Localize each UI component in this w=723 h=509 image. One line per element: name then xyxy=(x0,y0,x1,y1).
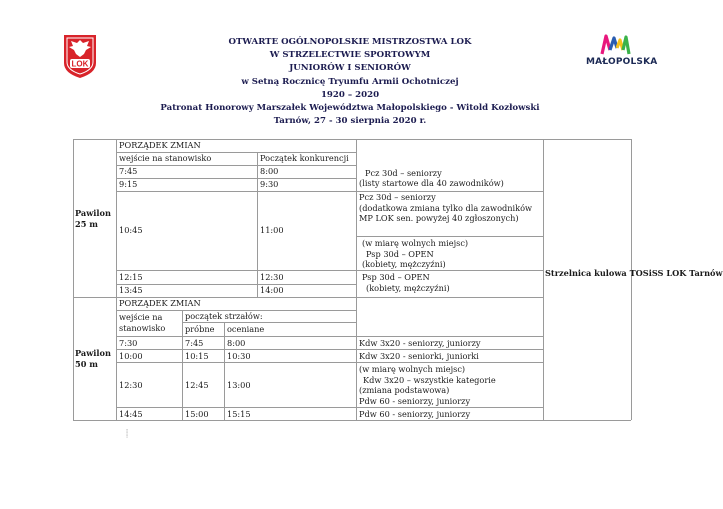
time-entry: 12:30 xyxy=(119,380,143,390)
scan-mark: ⸽ xyxy=(126,429,129,438)
table-border xyxy=(73,139,74,420)
table-divider xyxy=(116,407,543,408)
event-description: (w miarę wolnych miejsc) Kdw 3x20 – wszystkie kategorie (zmiana podstawowa) Pdw 60 - seniorzy, juniorzy xyxy=(359,364,496,406)
section-header-50: PORZĄDEK ZMIAN xyxy=(119,298,201,308)
time-trial: 7:45 xyxy=(185,338,204,348)
time-trial: 15:00 xyxy=(185,409,209,419)
col-header-start-25: Początek konkurencji xyxy=(260,153,349,163)
lok-text: LOK xyxy=(71,59,89,69)
time-entry: 7:45 xyxy=(119,166,138,176)
time-scored: 15:15 xyxy=(227,409,251,419)
table-divider xyxy=(116,165,356,166)
time-entry: 10:00 xyxy=(119,351,143,361)
malopolska-label: MAŁOPOLSKA xyxy=(586,57,658,67)
table-divider xyxy=(356,236,543,237)
time-trial: 10:15 xyxy=(185,351,209,361)
table-divider xyxy=(224,322,225,420)
time-start: 8:00 xyxy=(260,166,279,176)
lok-logo xyxy=(62,33,98,79)
table-divider xyxy=(116,284,356,285)
time-entry: 9:15 xyxy=(119,179,138,189)
header-place-date: Tarnów, 27 - 30 sierpnia 2020 r. xyxy=(273,116,427,127)
document-header xyxy=(150,36,550,128)
table-divider xyxy=(116,336,543,337)
header-years: 1920 – 2020 xyxy=(320,89,380,100)
table-divider xyxy=(257,152,258,297)
table-border xyxy=(73,420,631,421)
time-entry: 14:45 xyxy=(119,409,143,419)
pawilon-25-label: Pawilon 25 m xyxy=(75,208,111,229)
table-divider xyxy=(116,349,543,350)
time-entry: 12:15 xyxy=(119,272,143,282)
event-description: Pcz 30d – seniorzy xyxy=(365,168,442,178)
time-entry: 7:30 xyxy=(119,338,138,348)
table-divider xyxy=(182,310,183,420)
venue-label: Strzelnica kulowa TOSiSS LOK Tarnów xyxy=(545,268,723,278)
time-entry: 10:45 xyxy=(119,225,143,235)
table-divider xyxy=(116,362,543,363)
time-trial: 12:45 xyxy=(185,380,209,390)
event-description: (listy startowe dla 40 zawodników) xyxy=(359,178,504,188)
header-occasion: w Setną Rocznicę Tryumfu Armii Ochotniczej xyxy=(241,76,459,87)
col-header-scored: oceniane xyxy=(227,324,265,334)
time-scored: 10:30 xyxy=(227,351,251,361)
col-header-entry-25: wejście na stanowisko xyxy=(119,153,212,163)
event-description: (w miarę wolnych miejsc) Psp 30d – OPEN (kobiety, mężczyźni) xyxy=(362,238,469,270)
table-divider xyxy=(116,139,117,420)
time-entry: 13:45 xyxy=(119,285,143,295)
header-title: OTWARTE OGÓLNOPOLSKIE MISTRZOSTWA LOK xyxy=(228,37,472,47)
header-category: JUNIORÓW I SENIORÓW xyxy=(289,63,411,74)
header-subtitle: W STRZELECTWIE SPORTOWYM xyxy=(269,50,431,61)
col-header-trial: próbne xyxy=(185,324,215,334)
time-start: 11:00 xyxy=(260,225,284,235)
table-divider xyxy=(116,178,356,179)
table-divider xyxy=(543,139,544,420)
time-scored: 13:00 xyxy=(227,380,251,390)
time-start: 9:30 xyxy=(260,179,279,189)
event-description: Kdw 3x20 - seniorki, juniorki xyxy=(359,351,479,361)
table-divider xyxy=(182,322,356,323)
time-start: 12:30 xyxy=(260,272,284,282)
event-description: Kdw 3x20 - seniorzy, juniorzy xyxy=(359,338,481,348)
table-divider xyxy=(356,139,357,420)
table-divider xyxy=(116,270,543,271)
event-description: Pdw 60 - seniorzy, juniorzy xyxy=(359,409,471,419)
time-start: 14:00 xyxy=(260,285,284,295)
shots-header: początek strzałów: xyxy=(185,311,263,321)
pawilon-50-label: Pawilon 50 m xyxy=(75,348,111,369)
section-header-25: PORZĄDEK ZMIAN xyxy=(119,140,201,150)
header-patronage: Patronat Honorowy Marszałek Województwa Małopolskiego - Witold Kozłowski xyxy=(160,103,540,114)
event-description: Pcz 30d – seniorzy (dodatkowa zmiana tylko dla zawodników MP LOK sen. powyżej 40 zgłoszonych) xyxy=(359,192,533,224)
col-header-entry-50: wejście na stanowisko xyxy=(119,312,166,333)
table-border xyxy=(631,139,632,420)
event-description: Psp 30d – OPEN (kobiety, mężczyźni) xyxy=(362,272,450,293)
time-scored: 8:00 xyxy=(227,338,246,348)
